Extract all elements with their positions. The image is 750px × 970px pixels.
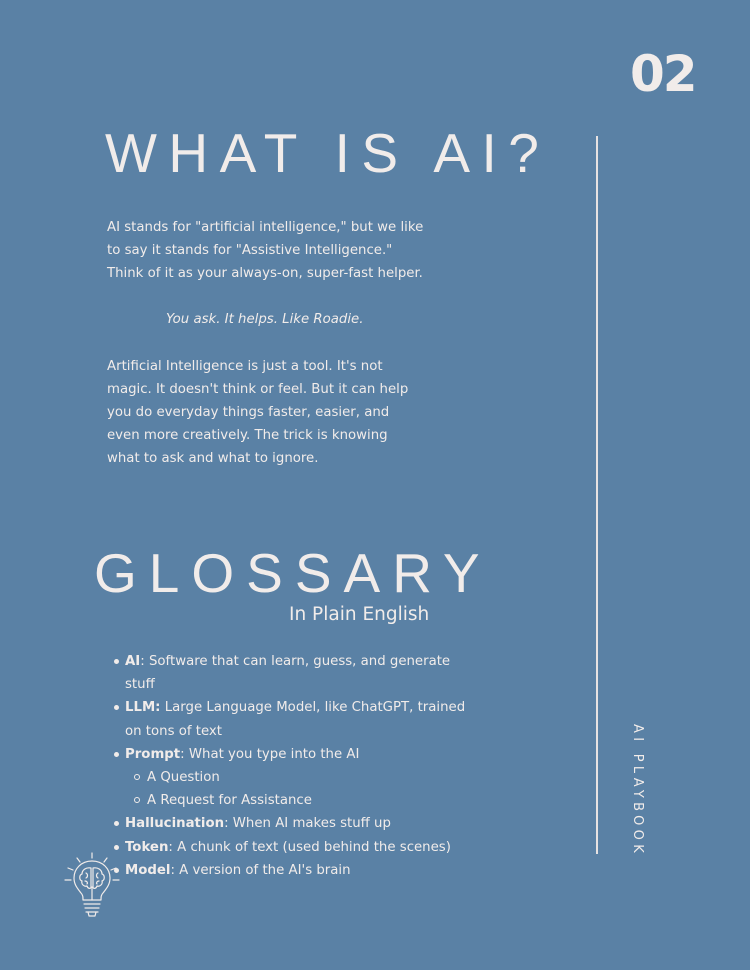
glossary-item-model (125, 859, 470, 882)
glossary-definition: Large Language Model, like ChatGPT, trained on tons of text (125, 700, 466, 739)
glossary-term: AI (125, 654, 141, 669)
glossary-item-token (125, 836, 470, 859)
page-number: 02 (630, 45, 696, 103)
glossary-subitem: A Request for Assistance (147, 789, 470, 812)
glossary-term: Model (125, 862, 171, 878)
lightbulb-brain-icon (64, 852, 120, 918)
tagline: You ask. It helps. Like Roadie. (166, 312, 364, 327)
glossary-sublist (125, 766, 470, 812)
body-paragraph: Artificial Intelligence is just a tool. It's not magic. It doesn't think or feel. But it can help you do everyday things faster, easier, and even more creatively. The trick is knowing what to ask and what to ignore. (107, 359, 409, 466)
glossary-subtitle: In Plain English (289, 604, 430, 625)
glossary-item-ai (125, 650, 470, 696)
glossary-item-hallucination (125, 812, 470, 835)
glossary-definition: : A chunk of text (used behind the scenes) (168, 839, 451, 855)
glossary-definition: : When AI makes stuff up (224, 816, 391, 832)
glossary-subitem: A Question (147, 766, 470, 789)
glossary-term: Hallucination (125, 816, 225, 832)
side-label: AI PLAYBOOK (630, 724, 645, 858)
intro-line: AI stands for "artificial intelligence," but we like (107, 220, 424, 235)
vertical-divider (596, 136, 598, 854)
intro-paragraph (107, 216, 437, 285)
glossary-definition: : What you type into the AI (180, 746, 360, 762)
page-title: WHAT IS AI? (105, 122, 551, 184)
intro-line: Think of it as your always-on, super-fast helper. (107, 266, 423, 281)
intro-line: to say it stands for "Assistive Intelligence." (107, 243, 393, 258)
glossary-item-llm (125, 696, 470, 742)
glossary-term: Token (125, 839, 169, 855)
glossary-definition: : Software that can learn, guess, and generate stuff (125, 654, 451, 693)
glossary-item-prompt (125, 743, 470, 813)
glossary-list (125, 650, 470, 882)
glossary-title: GLOSSARY (94, 542, 492, 604)
glossary-definition: : A version of the AI's brain (170, 862, 351, 878)
glossary-term: Prompt (125, 746, 181, 762)
glossary-term: LLM: (125, 700, 161, 716)
